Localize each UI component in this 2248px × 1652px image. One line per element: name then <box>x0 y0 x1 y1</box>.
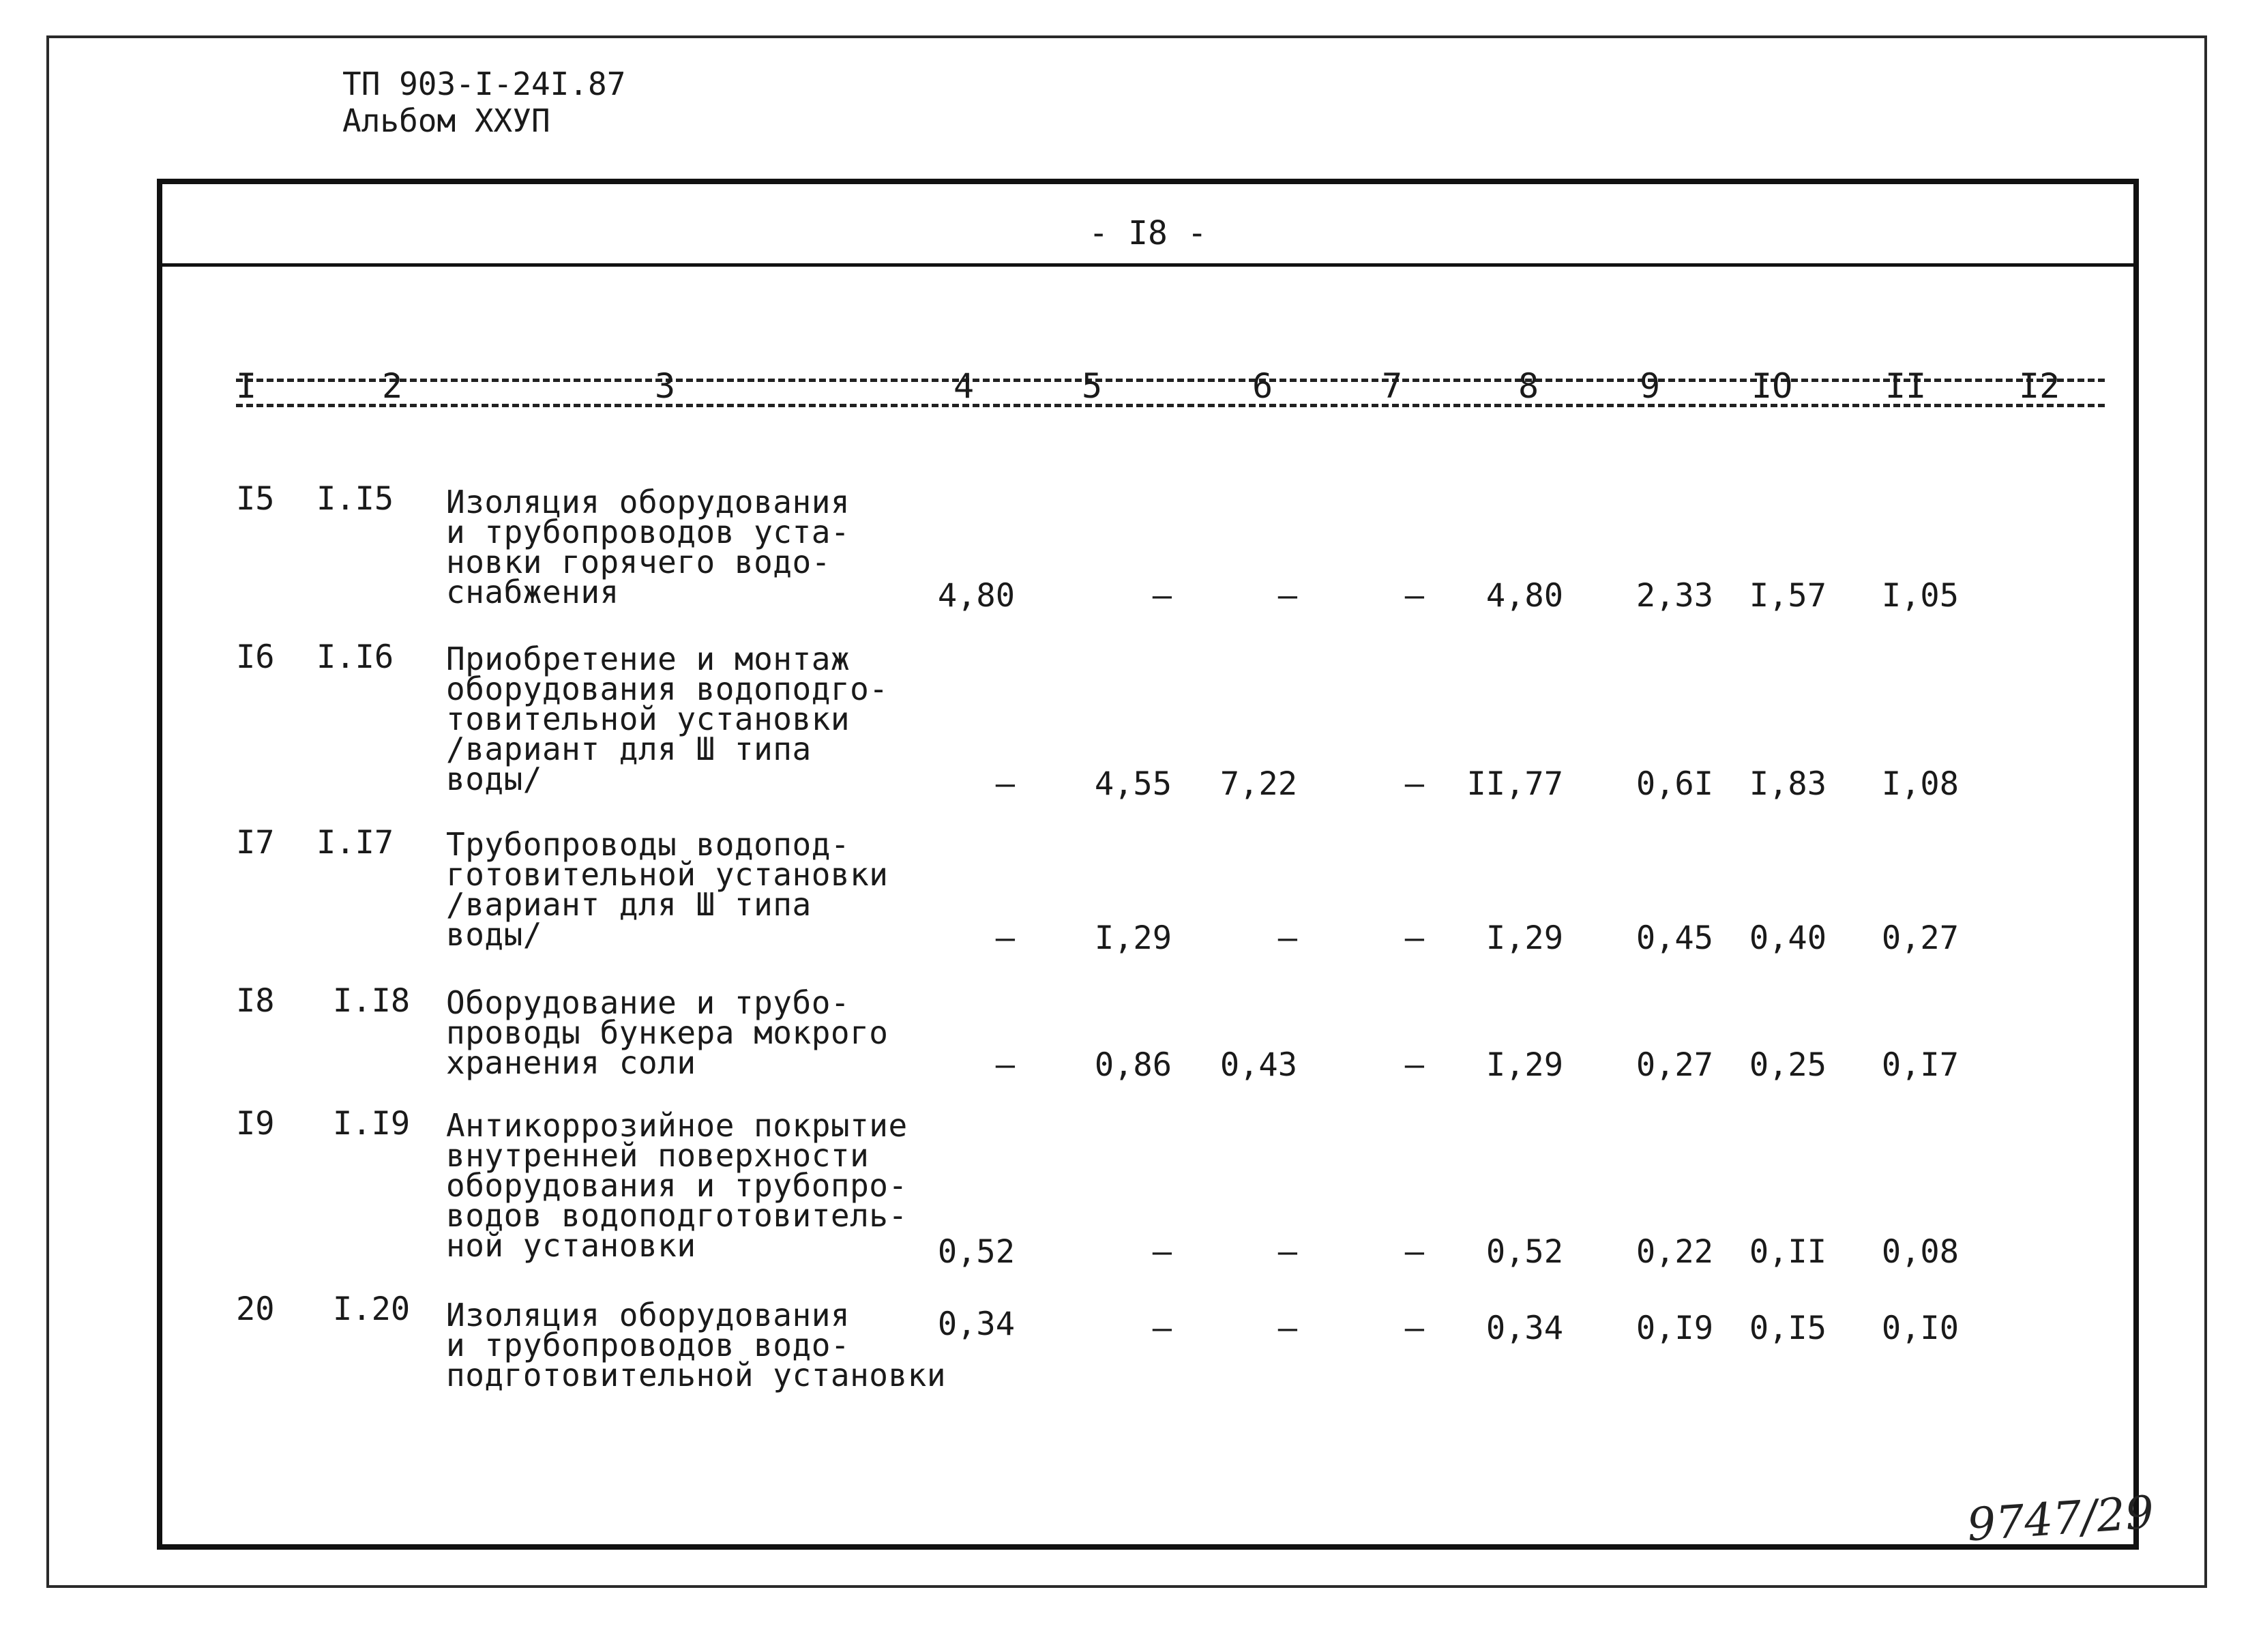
cell-col5: I,29 <box>1094 919 1172 957</box>
document-header <box>342 65 625 139</box>
column-header: 3 <box>655 366 676 406</box>
cell-col5: – <box>1152 1233 1172 1271</box>
cell-col8: 4,80 <box>1485 577 1563 615</box>
cell-col11: 0,08 <box>1881 1233 1959 1271</box>
cell-col10: I,83 <box>1749 765 1826 803</box>
row-code: I.I9 <box>333 1105 411 1142</box>
column-header: I <box>236 366 257 406</box>
row-number: I7 <box>236 824 275 861</box>
cell-col10: 0,25 <box>1749 1046 1826 1084</box>
cell-col5: 4,55 <box>1094 765 1172 803</box>
column-header: 4 <box>953 366 975 406</box>
row-code: I.I8 <box>333 982 411 1020</box>
cell-col11: I,08 <box>1881 765 1959 803</box>
cell-col5: – <box>1152 1310 1172 1347</box>
cell-col4: – <box>995 765 1015 803</box>
row-description: Антикоррозийное покрытие внутренней поверхности оборудования и трубопро- водов водоподготовитель- ной установки <box>446 1107 908 1264</box>
cell-col11: 0,27 <box>1881 919 1959 957</box>
cell-col6: – <box>1277 1310 1297 1347</box>
header-dash-line <box>236 404 2105 407</box>
cell-col8: II,77 <box>1466 765 1563 803</box>
column-header: II <box>1885 366 1927 406</box>
cell-col11: 0,I7 <box>1881 1046 1959 1084</box>
cell-col10: 0,II <box>1749 1233 1826 1271</box>
cell-col9: 2,33 <box>1636 577 1713 615</box>
row-number: I9 <box>236 1105 275 1142</box>
cell-col8: I,29 <box>1485 919 1563 957</box>
cell-col4: 0,34 <box>937 1306 1015 1343</box>
column-header: 6 <box>1252 366 1273 406</box>
cell-col6: – <box>1277 919 1297 957</box>
row-description: Трубопроводы водопод- готовительной установки /вариант для Ш типа воды/ <box>446 826 889 953</box>
row-code: I.I7 <box>316 824 394 861</box>
cell-col6: 7,22 <box>1219 765 1297 803</box>
cell-col10: 0,40 <box>1749 919 1826 957</box>
row-number: I6 <box>236 638 275 676</box>
cell-col8: 0,52 <box>1485 1233 1563 1271</box>
cell-col7: – <box>1404 1233 1424 1271</box>
border-gap <box>382 1588 655 1593</box>
column-header: I2 <box>2019 366 2060 406</box>
cell-col11: 0,I0 <box>1881 1310 1959 1347</box>
border-gap <box>205 1588 273 1593</box>
column-header: 2 <box>382 366 403 406</box>
column-header: IO <box>1751 366 1793 406</box>
cell-col9: 0,6I <box>1636 765 1713 803</box>
cell-col8: 0,34 <box>1485 1310 1563 1347</box>
cell-col7: – <box>1404 919 1424 957</box>
row-number: I5 <box>236 480 275 518</box>
column-header: 5 <box>1082 366 1103 406</box>
column-header: 8 <box>1518 366 1539 406</box>
cell-col8: I,29 <box>1485 1046 1563 1084</box>
row-description: Изоляция оборудования и трубопроводов уста- новки горячего водо- снабжения <box>446 484 851 610</box>
cell-col7: – <box>1404 1310 1424 1347</box>
column-header: 9 <box>1640 366 1661 406</box>
cell-col6: 0,43 <box>1219 1046 1297 1084</box>
cell-col9: 0,45 <box>1636 919 1713 957</box>
cell-col7: – <box>1404 765 1424 803</box>
cell-col4: – <box>995 919 1015 957</box>
cell-col5: 0,86 <box>1094 1046 1172 1084</box>
row-description: Приобретение и монтаж оборудования водоподго- товительной установки /вариант для Ш типа воды/ <box>446 640 889 797</box>
row-description: Изоляция оборудования и трубопроводов водо- подготовительной установки <box>446 1297 947 1393</box>
column-header: 7 <box>1382 366 1403 406</box>
cell-col4: 0,52 <box>937 1233 1015 1271</box>
page-frame <box>157 179 2139 1550</box>
row-number: 20 <box>236 1290 275 1328</box>
cell-col9: 0,22 <box>1636 1233 1713 1271</box>
frame-divider <box>162 263 2133 267</box>
cell-col7: – <box>1404 1046 1424 1084</box>
album-label: Альбом ХХУП <box>342 102 550 139</box>
row-description: Оборудование и трубо- проводы бункера мокрого хранения соли <box>446 984 889 1081</box>
page-number: - I8 - <box>1089 214 1207 252</box>
cell-col9: 0,I9 <box>1636 1310 1713 1347</box>
row-code: I.20 <box>333 1290 411 1328</box>
row-code: I.I6 <box>316 638 394 676</box>
cell-col6: – <box>1277 577 1297 615</box>
row-code: I.I5 <box>316 480 394 518</box>
cell-col5: – <box>1152 577 1172 615</box>
header-dash-line <box>236 379 2105 382</box>
cell-col6: – <box>1277 1233 1297 1271</box>
cell-col10: I,57 <box>1749 577 1826 615</box>
handwritten-signature: 9747/29 <box>1965 1486 2156 1552</box>
cell-col9: 0,27 <box>1636 1046 1713 1084</box>
cell-col7: – <box>1404 577 1424 615</box>
document-code: ТП 903-I-24I.87 <box>342 65 626 102</box>
cell-col11: I,05 <box>1881 577 1959 615</box>
cell-col4: – <box>995 1046 1015 1084</box>
cell-col10: 0,I5 <box>1749 1310 1826 1347</box>
cell-col4: 4,80 <box>937 577 1015 615</box>
row-number: I8 <box>236 982 275 1020</box>
